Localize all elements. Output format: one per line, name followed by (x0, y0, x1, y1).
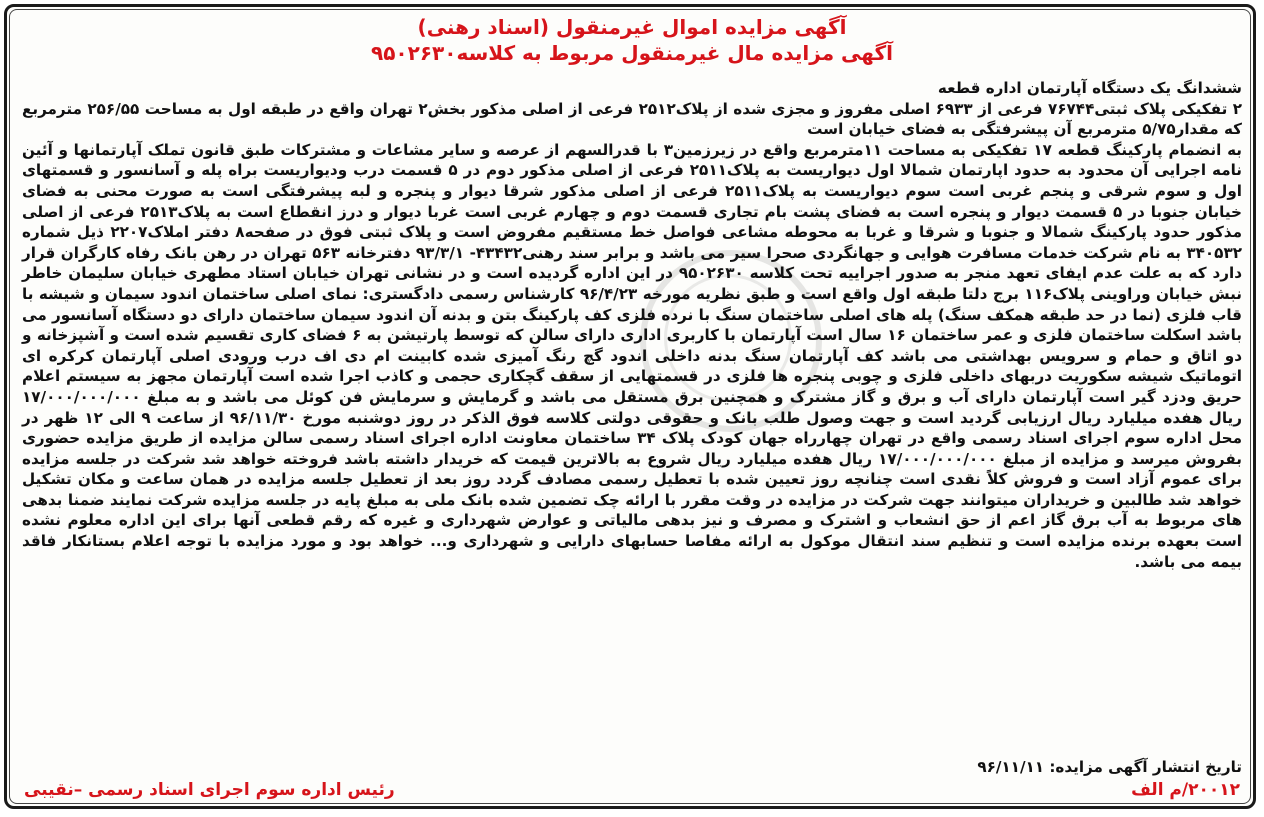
notice-signature: رئیس اداره سوم اجرای اسناد رسمی –نقیبی (24, 780, 395, 800)
notice-body (22, 78, 1242, 572)
body-paragraph-1: ششدانگ یک دستگاه آپارتمان اداره قطعه (937, 79, 1242, 97)
publication-date: تاریخ انتشار آگهی مزایده: ۹۶/۱۱/۱۱ (977, 758, 1242, 776)
body-paragraph-2: ۲ تفکیکی پلاک ثبتی۷۶۷۴۴ فرعی از ۶۹۳۳ اصلی مفروز و مجزی شده از پلاک۲۵۱۲ فرعی از اصلی مذکور بخش۲ تهران واقع در طبقه اول به مساحت ۲۵۶/۵۵ مترمربع که مقدار۵/۷۵ مترمربع آن پیشرفتگی به فضای خیابان است (22, 99, 1242, 139)
notice-code: ۲۰۰۱۲/م الف (1131, 780, 1240, 800)
notice-header (0, 14, 1264, 66)
notice-subtitle: آگهی مزایده مال غیرمنقول مربوط به کلاسه۹۵۰۲۶۳۰ (371, 41, 893, 65)
notice-title: آگهی مزایده اموال غیرمنقول (اسناد رهنی) (417, 15, 847, 39)
notice-footer (24, 780, 1240, 804)
body-paragraph-3: به انضمام پارکینگ قطعه ۱۷ تفکیکی به مساحت ۱۱مترمربع واقع در زیرزمین۳ با قدرالسهم از عرصه و سایر مشاعات و مشترکات طبق قانون تملک آپارتمانها و آئین نامه اجرایی آن محدود به حدود اپارتمان شمالا اول دیواریست به پلاک۲۵۱۱ فرعی از اصلی مذکور دوم در ۵ قسمت درب ودیواریست براه پله و آسانسور و قسمتهای اول و سوم شرقی و پنجم غربی است سوم دیواریست به پلاک۲۵۱۱ فرعی از اصلی مذکور شرقا دیوار و پنجره و لبه پیشرفتگی است به صورت محنی به فضای خیابان جنوبا در ۵ قسمت دیوار و پنجره است به فضای پشت بام تجاری قسمت دوم و چهارم غربی است غربا دیوار و درز انقطاع است به پلاک۲۵۱۳ فرعی از اصلی مذکور حدود پارکینگ شمالا و جنوبا و شرقا و غربا به محوطه مشاعی فواصل خط مستقیم مفروض است و پلاک ثبتی فوق در صفحه۸ دفتر املاک۲۲۰۷ ذیل شماره ۳۴۰۵۳۲ به نام شرکت خدمات مسافرت هوایی و جهانگردی صحرا سیر می باشد و برابر سند رهنی۴۳۴۳۲- ۹۳/۳/۱ دفترخانه ۵۶۳ تهران در رهن بانک رفاه کارگران قرار دارد که به علت عدم ایفای تعهد منجر به صدور اجراییه تحت کلاسه ۹۵۰۲۶۳۰ در این اداره گردیده است و در نشانی تهران خیابان استاد مطهری خیابان سلیمان خاطر نبش خیابان وراوینی پلاک۱۱۶ برج دلتا طبقه اول واقع است و طبق نظریه مورخه ۹۶/۴/۲۳ کارشناس رسمی دادگستری: نمای اصلی ساختمان اندود سیمان و شیشه با قاب فلزی (نما در حد طبقه همکف سنگ) پله های اصلی ساختمان سنگ با نرده فلزی کف پارکینگ بتن و بدنه آن اندود سیمان ساختمان دارای دو دستگاه آسانسور می باشد اسکلت ساختمان فلزی و عمر ساختمان ۱۶ سال است آپارتمان با کاربری اداری دارای سالن که توسط پارتیشن به ۶ فضای کاری تقسیم شده است و آشپزخانه و دو اتاق و حمام و سرویس بهداشتی می باشد کف آپارتمان سنگ بدنه داخلی اندود گچ رنگ آمیزی شده کابینت ام دی اف درب ورودی اصلی آپارتمان کرکره ای اتوماتیک شیشه سکوریت دربهای داخلی فلزی و چوبی پنجره ها فلزی در قسمتهایی از سقف گچکاری حجمی و کاذب اجرا شده است آپارتمان مجهز به سیستم اعلام حریق ودزد گیر است آپارتمان دارای آب و برق و گاز مشترک و همچنین برق مستقل می باشد و گرمایش و سرمایش فن کوئل می باشد و به مبلغ ۱۷/۰۰۰/۰۰۰/۰۰۰ ریال هفده میلیارد ریال ارزیابی گردید است و جهت وصول طلب بانک و حقوقی دولتی کلاسه فوق الذکر در روز دوشنبه مورخ ۹۶/۱۱/۳۰ از ساعت ۹ الی ۱۲ ظهر در محل اداره سوم اجرای اسناد رسمی واقع در تهران چهارراه جهان کودک پلاک ۳۴ ساختمان معاونت اداره اجرای اسناد رسمی سالن مزایده از طریق مزایده حضوری بفروش میرسد و مزایده از مبلغ ۱۷/۰۰۰/۰۰۰/۰۰۰ ریال هفده میلیارد ریال شروع به بالاترین قیمت که خریدار داشته باشد فروخته خواهد شد شرکت در جلسه مزایده برای عموم آزاد است و فروش کلاً نقدی است چنانچه روز تعیین شده با تعطیل رسمی مصادف گردد روز بعد از تعطیل جلسه مزایده در همان ساعت و مکان تشکیل خواهد شد طالبین و خریداران میتوانند جهت شرکت در مزایده در وقت مقرر با ارائه چک تضمین شده بانک ملی به مبلغ پایه در جلسه مزایده شرکت نمایند ضمنا بدهی های مربوط به آب برق گاز اعم از حق انشعاب و اشترک و مصرف و نیز بدهی مالیاتی و عوارض شهرداری و غیره که رقم قطعی آنها برای این اداره معلوم نشده است بعهده برنده مزایده است و تنظیم سند انتقال موکول به ارائه مفاصا حسابهای دارایی و شهرداری و... خواهد بود و مورد مزایده با توجه اعلام بستانکار فاقد بیمه می باشد. (22, 140, 1243, 571)
